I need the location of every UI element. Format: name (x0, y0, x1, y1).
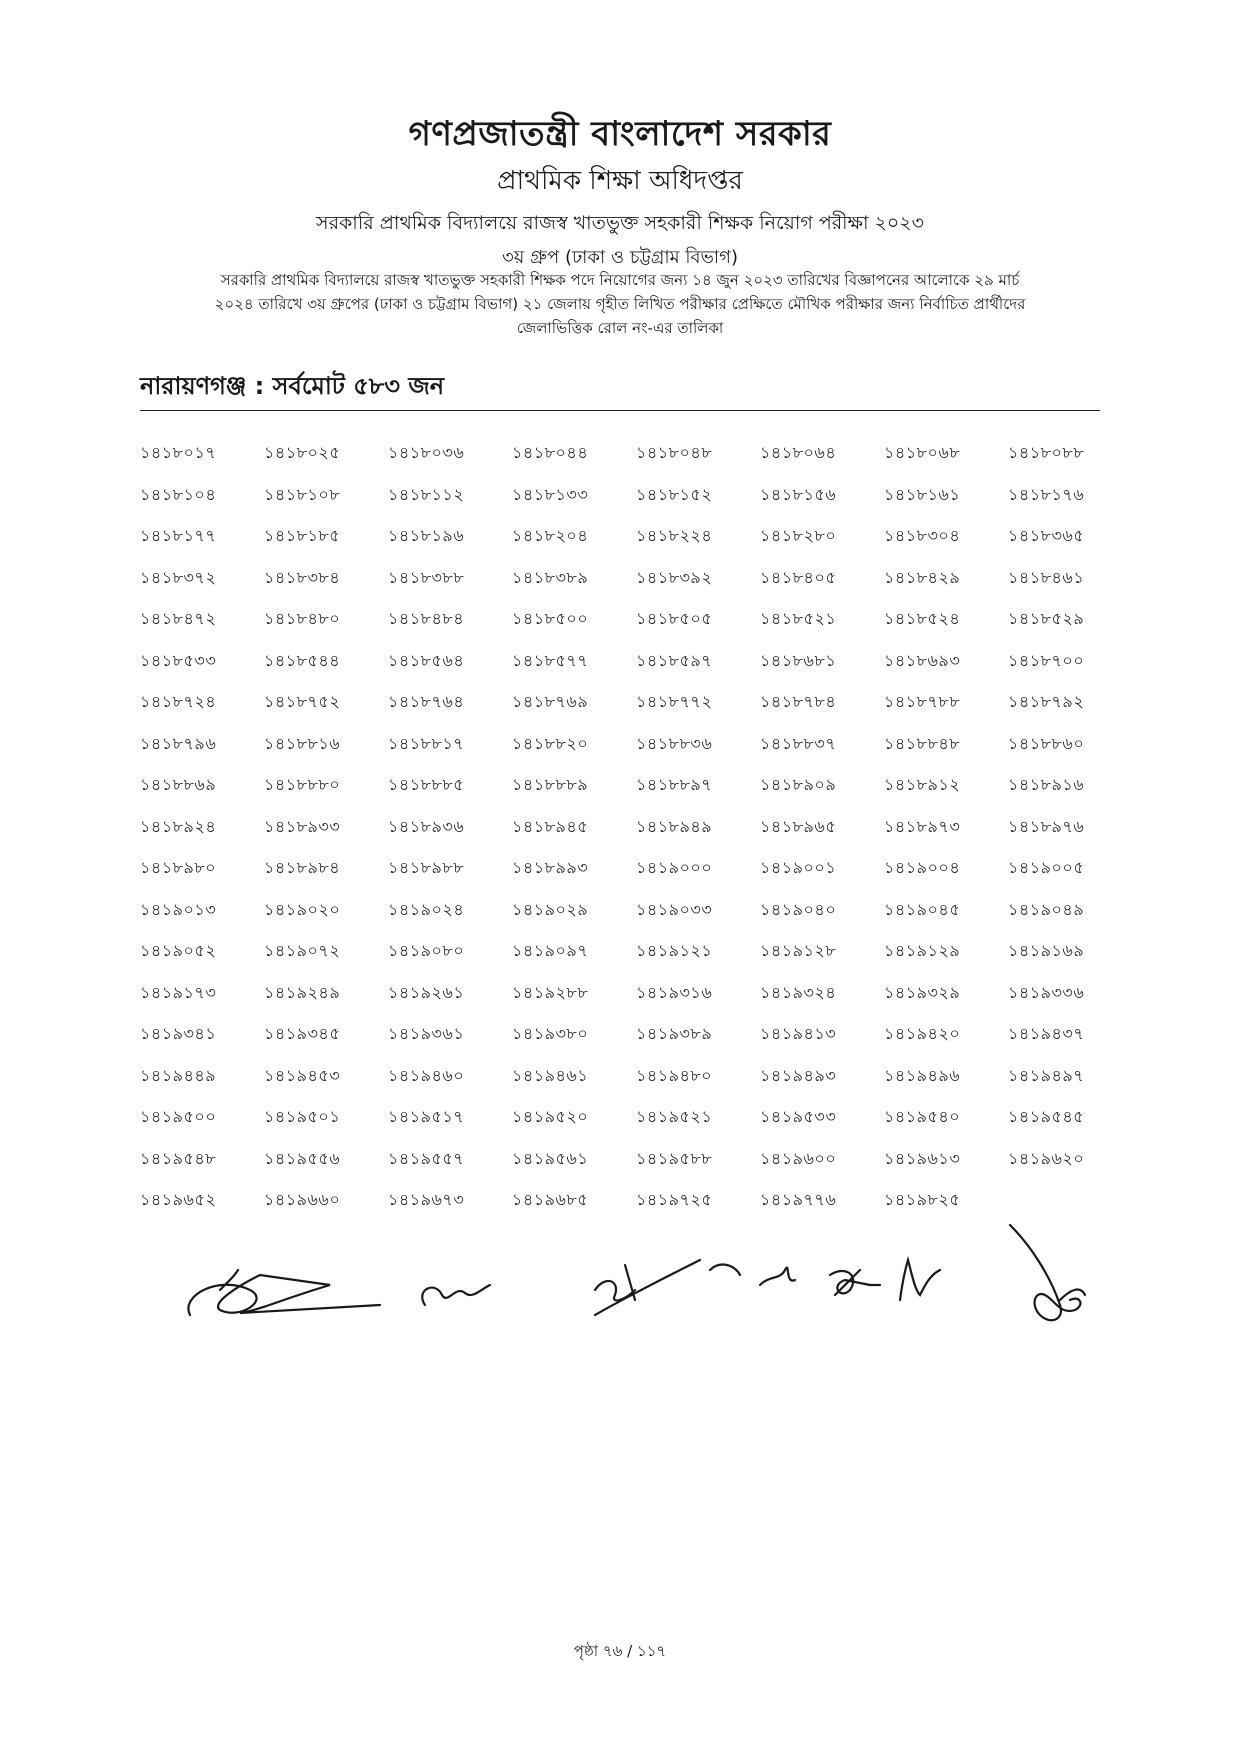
roll-number: ১৪১৯৪৫৩ (264, 1065, 341, 1085)
roll-number: ১৪১৯০২৯ (512, 899, 589, 919)
roll-number: ১৪১৮৮৯৭ (636, 775, 713, 794)
roll-number: ১৪১৮৩৭২ (140, 567, 217, 587)
divider (140, 410, 1100, 411)
roll-number: ১৪১৯১৭৩ (140, 982, 217, 1002)
roll-number: ১৪১৯৫৪৫ (1008, 1107, 1085, 1126)
roll-number: ১৪১৮২২৪ (636, 526, 713, 545)
roll-number: ১৪১৯৪৩৭ (1008, 1024, 1085, 1043)
roll-number: ১৪১৯৩২৪ (760, 982, 837, 1002)
roll-number: ১৪১৮৭৬৪ (388, 692, 465, 711)
roll-number: ১৪১৮০২৫ (264, 443, 341, 462)
signature-4 (830, 1270, 880, 1295)
roll-number: ১৪১৮৫৩৩ (140, 650, 217, 670)
roll-number: ১৪১৯৫১৭ (388, 1107, 465, 1126)
roll-number: ১৪১৮৪৭২ (140, 609, 217, 628)
roll-number: ১৪১৮৪২৯ (884, 567, 961, 587)
notice-text (140, 268, 1100, 340)
roll-number: ১৪১৯২৬১ (388, 982, 465, 1002)
notice-line-1: সরকারি প্রাথমিক বিদ্যালয়ে রাজস্ব খাতভুক্ত সহকারী শিক্ষক পদে নিয়োগের জন্য ১৪ জুন ২০২৩ তারিখের বিজ্ঞাপনের আলোকে ২৯ মার্চ (220, 271, 1020, 289)
roll-number: ১৪১৯৪৬০ (388, 1065, 465, 1085)
roll-number: ১৪১৯১২৮ (760, 941, 837, 960)
roll-number: ১৪১৮৫২৯ (1008, 609, 1085, 628)
roll-number: ১৪১৮১৯৬ (388, 526, 465, 545)
roll-number: ১৪১৮৪৬১ (1008, 567, 1085, 587)
signature-5 (900, 1260, 940, 1300)
roll-number: ১৪১৯৪৬১ (512, 1065, 589, 1085)
roll-number: ১৪১৯৪২০ (884, 1024, 961, 1043)
roll-number: ১৪১৯১২৯ (884, 941, 961, 960)
roll-number: ১৪১৯০৪৫ (884, 899, 961, 919)
roll-number: ১৪১৯৩৬১ (388, 1024, 465, 1043)
roll-number: ১৪১৯৭২৫ (636, 1190, 713, 1209)
roll-number: ১৪১৮০৪৪ (512, 443, 589, 462)
roll-number: ১৪১৮৯৪৯ (636, 816, 713, 836)
roll-number: ১৪১৮২০৪ (512, 526, 589, 545)
roll-number: ১৪১৯০৭২ (264, 941, 341, 960)
roll-number: ১৪১৯৫৩৩ (760, 1107, 837, 1126)
roll-number: ১৪১৯০৫২ (140, 941, 217, 960)
roll-number: ১৪১৮৮৮৯ (512, 775, 589, 794)
roll-number: ১৪১৮৫০০ (512, 609, 589, 628)
roll-number: ১৪১৮৯৭৬ (1008, 816, 1085, 836)
roll-number: ১৪১৯০০১ (760, 858, 837, 877)
roll-number: ১৪১৮৫৬৪ (388, 650, 465, 670)
roll-number: ১৪১৮১৩৩ (512, 484, 589, 504)
roll-number: ১৪১৮৭৯৬ (140, 733, 217, 753)
roll-number: ১৪১৯৩৪১ (140, 1024, 217, 1043)
roll-number: ১৪১৮৫২৪ (884, 609, 961, 628)
roll-number: ১৪১৮৫৪৪ (264, 650, 341, 670)
roll-number: ১৪১৯০৪০ (760, 899, 837, 919)
roll-number: ১৪১৯০০০ (636, 858, 713, 877)
roll-number: ১৪১৯৫০০ (140, 1107, 217, 1126)
roll-number: ১৪১৯৫৫৭ (388, 1148, 465, 1168)
roll-number: ১৪১৮৬৮১ (760, 650, 837, 670)
roll-number: ১৪১৮৮৬৯ (140, 775, 217, 794)
roll-number: ১৪১৯৩৪৫ (264, 1024, 341, 1043)
roll-number: ১৪১৮০৪৮ (636, 443, 713, 462)
roll-number: ১৪১৮৭৯২ (1008, 692, 1085, 711)
roll-number: ১৪১৯৬৫২ (140, 1190, 217, 1209)
roll-number: ১৪১৮৯৮৪ (264, 858, 341, 877)
roll-number: ১৪১৯৫২০ (512, 1107, 589, 1126)
roll-number: ১৪১৯৩৩৬ (1008, 982, 1085, 1002)
roll-number: ১৪১৮৩০৪ (884, 526, 961, 545)
roll-number: ১৪১৯০৯৭ (512, 941, 589, 960)
roll-number: ১৪১৮৫২১ (760, 609, 837, 628)
exam-name: সরকারি প্রাথমিক বিদ্যালয়ে রাজস্ব খাতভুক্ত সহকারী শিক্ষক নিয়োগ পরীক্ষা ২০২৩ (316, 212, 924, 234)
roll-number: ১৪১৮০৬৪ (760, 443, 837, 462)
roll-number: ১৪১৯২৮৮ (512, 982, 589, 1002)
signature-2 (422, 1285, 490, 1305)
roll-number: ১৪১৮৩৯২ (636, 567, 713, 587)
roll-number: ১৪১৯৫২১ (636, 1107, 713, 1126)
roll-number: ১৪১৮৫০৫ (636, 609, 713, 628)
signature-6 (1010, 1225, 1085, 1320)
roll-number: ১৪১৯২৪৯ (264, 982, 341, 1002)
roll-number: ১৪১৮০৬৮ (884, 443, 961, 462)
roll-number: ১৪১৮৮১৭ (388, 733, 465, 753)
roll-number: ১৪১৮৯২৪ (140, 816, 217, 836)
roll-number: ১৪১৯৩৮৯ (636, 1024, 713, 1043)
roll-number: ১৪১৮৮৩৭ (760, 733, 837, 753)
roll-number: ১৪১৮৭৮৮ (884, 692, 961, 711)
roll-number: ১৪১৯৫৬১ (512, 1148, 589, 1168)
roll-number: ১৪১৮৫৯৭ (636, 650, 713, 670)
roll-number: ১৪১৮৯০৯ (760, 775, 837, 794)
roll-number: ১৪১৯০২০ (264, 899, 341, 919)
signature-block (180, 1215, 1120, 1345)
roll-number: ১৪১৮৮১৬ (264, 733, 341, 753)
roll-number: ১৪১৮৭০০ (1008, 650, 1085, 670)
roll-number: ১৪১৯০৪৯ (1008, 899, 1085, 919)
roll-number: ১৪১৮১৬১ (884, 484, 961, 504)
roll-number: ১৪১৮১০৪ (140, 484, 217, 504)
roll-number: ১৪১৯৪১৩ (760, 1024, 837, 1043)
roll-number: ১৪১৯০৮০ (388, 941, 465, 960)
roll-number: ১৪১৮১০৮ (264, 484, 341, 504)
signature-1 (188, 1270, 380, 1315)
roll-number: ১৪১৮৯১৬ (1008, 775, 1085, 794)
roll-number: ১৪১৮৪৮০ (264, 609, 341, 628)
roll-number: ১৪১৮৯৭৩ (884, 816, 961, 836)
roll-number-list (140, 440, 1130, 1229)
roll-number: ১৪১৯৫৫৬ (264, 1148, 341, 1168)
roll-number: ১৪১৯৭৭৬ (760, 1190, 837, 1209)
roll-number: ১৪১৮৮৬০ (1008, 733, 1085, 753)
group-name: ৩য় গ্রুপ (ঢাকা ও চট্টগ্রাম বিভাগ) (502, 247, 738, 268)
roll-number: ১৪১৮২৮০ (760, 526, 837, 545)
roll-number: ১৪১৮৩৬৫ (1008, 526, 1085, 545)
roll-number: ১৪১৯১২১ (636, 941, 713, 960)
roll-number: ১৪১৯৪৯৭ (1008, 1065, 1085, 1085)
roll-number: ১৪১৮৮৮৫ (388, 775, 465, 794)
roll-number: ১৪১৮৯৬৫ (760, 816, 837, 836)
roll-number: ১৪১৮১৮৫ (264, 526, 341, 545)
roll-number: ১৪১৮৬৯৩ (884, 650, 961, 670)
roll-number: ১৪১৮১৫৬ (760, 484, 837, 504)
notice-line-3: জেলাভিত্তিক রোল নং-এর তালিকা (516, 319, 724, 337)
roll-number: ১৪১৯৪৪৯ (140, 1065, 217, 1085)
roll-number: ১৪১৮৩৮৯ (512, 567, 589, 587)
roll-number: ১৪১৯৫৪০ (884, 1107, 961, 1126)
roll-number: ১৪১৯৫৮৮ (636, 1148, 713, 1168)
roll-number: ১৪১৮৭৭২ (636, 692, 713, 711)
roll-number: ১৪১৯৪৮০ (636, 1065, 713, 1085)
roll-number: ১৪১৮৯৮০ (140, 858, 217, 877)
page-subtitle: প্রাথমিক শিক্ষা অধিদপ্তর (497, 166, 743, 196)
page-number: পৃষ্ঠা ৭৬ / ১১৭ (573, 1642, 667, 1660)
roll-number: ১৪১৮১১২ (388, 484, 465, 504)
roll-number: ১৪১৯৬২০ (1008, 1148, 1085, 1168)
roll-number: ১৪১৮১৫২ (636, 484, 713, 504)
roll-number: ১৪১৮৮৪৮ (884, 733, 961, 753)
roll-number: ১৪১৮৭৮৪ (760, 692, 837, 711)
roll-number: ১৪১৮৯৯৩ (512, 858, 589, 877)
roll-number: ১৪১৯৩৮০ (512, 1024, 589, 1043)
roll-number: ১৪১৯০২৪ (388, 899, 465, 919)
roll-number: ১৪১৯৫০১ (264, 1107, 341, 1126)
roll-number: ১৪১৮৯১২ (884, 775, 961, 794)
roll-number: ১৪১৯৬৬০ (264, 1190, 341, 1209)
roll-number: ১৪১৯৬০০ (760, 1148, 837, 1168)
roll-number: ১৪১৯৮২৫ (884, 1190, 961, 1209)
roll-number: ১৪১৮৩৮৮ (388, 567, 465, 587)
roll-number: ১৪১৮৯৪৫ (512, 816, 589, 836)
roll-number: ১৪১৮৫৭৭ (512, 650, 589, 670)
roll-number: ১৪১৯৪৯৩ (760, 1065, 837, 1085)
roll-number: ১৪১৮৯৩৬ (388, 816, 465, 836)
roll-number: ১৪১৯৫৪৮ (140, 1148, 217, 1168)
roll-number: ১৪১৮৮৮০ (264, 775, 341, 794)
roll-number: ১৪১৮৭২৪ (140, 692, 217, 711)
roll-number: ১৪১৮৭৫২ (264, 692, 341, 711)
roll-number: ১৪১৮৮৩৬ (636, 733, 713, 753)
signature-3 (595, 1260, 795, 1315)
roll-number: ১৪১৯৬৮৫ (512, 1190, 589, 1209)
roll-number: ১৪১৮০১৭ (140, 443, 217, 462)
roll-number: ১৪১৯৩১৬ (636, 982, 713, 1002)
roll-number: ১৪১৮১৭৬ (1008, 484, 1085, 504)
roll-number: ১৪১৯৩২৯ (884, 982, 961, 1002)
roll-number: ১৪১৯০০৫ (1008, 858, 1085, 877)
roll-number: ১৪১৮৪০৫ (760, 567, 837, 587)
roll-number: ১৪১৮৮২০ (512, 733, 589, 753)
roll-number: ১৪১৮৩৮৪ (264, 567, 341, 587)
roll-number: ১৪১৯০১৩ (140, 899, 217, 919)
roll-number: ১৪১৮৯৮৮ (388, 858, 465, 877)
roll-number: ১৪১৯৪৯৬ (884, 1065, 961, 1085)
roll-number: ১৪১৯১৬৯ (1008, 941, 1085, 960)
roll-number: ১৪১৮৭৬৯ (512, 692, 589, 711)
roll-number: ১৪১৮১৭৭ (140, 526, 217, 545)
district-heading: নারায়ণগঞ্জ : সর্বমোট ৫৮৩ জন (140, 372, 445, 400)
roll-number: ১৪১৮৯৩৩ (264, 816, 341, 836)
page-title: গণপ্রজাতন্ত্রী বাংলাদেশ সরকার (408, 114, 832, 154)
notice-line-2: ২০২৪ তারিখে ৩য় গ্রুপের (ঢাকা ও চট্টগ্রাম বিভাগ) ২১ জেলায় গৃহীত লিখিত পরীক্ষার প্রেক্ষিতে মৌখিক পরীক্ষার জন্য নির্বাচিত প্রার্থীদের (214, 295, 1026, 313)
roll-number: ১৪১৮০৩৬ (388, 443, 465, 462)
roll-number: ১৪১৯০৩৩ (636, 899, 713, 919)
roll-number: ১৪১৮৪৮৪ (388, 609, 465, 628)
roll-number: ১৪১৯০০৪ (884, 858, 961, 877)
roll-number: ১৪১৯৬৭৩ (388, 1190, 465, 1209)
roll-number: ১৪১৮০৮৮ (1008, 443, 1085, 462)
roll-number: ১৪১৯৬১৩ (884, 1148, 961, 1168)
